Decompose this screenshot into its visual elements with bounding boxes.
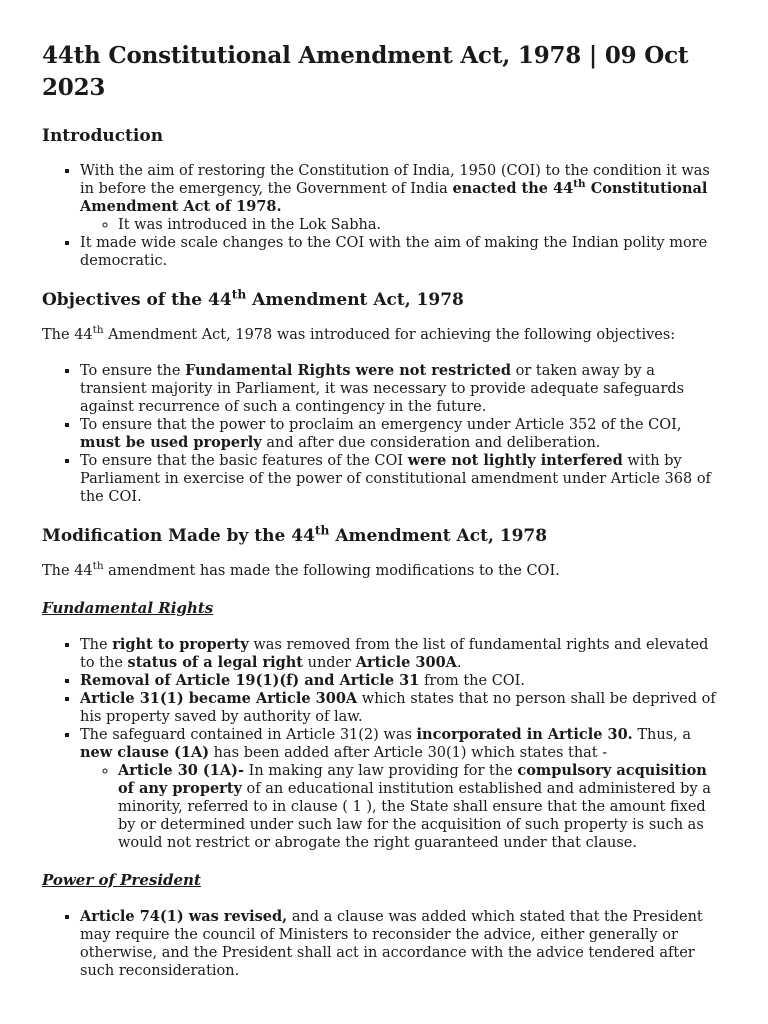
list-item: ▪ To ensure the Fundamental Rights were not restricted or taken away by a transient majority in Parliament, it was necessary to provide adequate safeguards against recurrence of such a contingency in the future. bbox=[80, 362, 726, 416]
list-item: ▪ It made wide scale changes to the COI with the aim of making the Indian polity more democratic. bbox=[80, 234, 726, 270]
list-item: ▪ To ensure that the power to proclaim an emergency under Article 352 of the COI, must be used properly and after due consideration and deliberation. bbox=[80, 416, 726, 452]
subheading-power-of-president: Power of President bbox=[42, 871, 201, 889]
section-heading-modification: Modification Made by the 44th Amendment Act, 1978 bbox=[42, 523, 548, 546]
fundamental-rights-list bbox=[42, 636, 726, 852]
power-of-president-list bbox=[42, 908, 726, 980]
list-item: ▪ With the aim of restoring the Constitution of India, 1950 (COI) to the condition it was in before the emergency, the Government of India enacted the 44th Constitutional Amendment Act of 1978. ◦ It was introduced in the Lok Sabha. bbox=[80, 162, 726, 234]
subheading-fundamental-rights: Fundamental Rights bbox=[42, 599, 214, 617]
list-item: ▪ Article 31(1) became Article 300A which states that no person shall be deprived of his property saved by authority of law. bbox=[80, 690, 726, 726]
sub-list-item: ◦ Article 30 (1A)- In making any law providing for the compulsory acquisition of any property of an educational institution established and administered by a minority, referred to in clause ( 1 ), the State shall ensure that the amount fixed by or determined under such law for the acquisition of such property is such as would not restrict or abrogate the right guaranteed under that clause. bbox=[118, 762, 726, 852]
sub-list-item: ◦ It was introduced in the Lok Sabha. bbox=[118, 216, 726, 234]
list-item: ▪ The safeguard contained in Article 31(2) was incorporated in Article 30. Thus, a new clause (1A) has been added after Article 30(1) which states that - ◦ Article 30 (1A)- In making any law providing for the compulsory acquisition of any property of an educational institution established and administered by a minority, referred to in clause ( 1 ), the State shall ensure that the amount fixed by or determined under such law for the acquisition of such property is such as would not restrict or abrogate the right guaranteed under that clause. bbox=[80, 726, 726, 852]
sub-list bbox=[80, 762, 726, 852]
section-heading-introduction: Introduction bbox=[42, 126, 164, 146]
modification-lead: The 44th amendment has made the following modifications to the COI. bbox=[42, 560, 560, 579]
section-heading-objectives: Objectives of the 44th Amendment Act, 1978 bbox=[42, 287, 464, 310]
introduction-list bbox=[42, 162, 726, 270]
list-item: ▪ Removal of Article 19(1)(f) and Article 31 from the COI. bbox=[80, 672, 726, 690]
list-item: ▪ To ensure that the basic features of the COI were not lightly interfered with by Parliament in exercise of the power of constitutional amendment under Article 368 of the COI. bbox=[80, 452, 726, 506]
list-item: ▪ The right to property was removed from the list of fundamental rights and elevated to the status of a legal right under Article 300A. bbox=[80, 636, 726, 672]
list-item: ▪ Article 74(1) was revised, and a clause was added which stated that the President may require the council of Ministers to reconsider the advice, either generally or otherwise, and the President shall act in accordance with the advice tendered after such reconsideration. bbox=[80, 908, 726, 980]
objectives-list bbox=[42, 362, 726, 506]
sub-list bbox=[80, 216, 726, 234]
page-title: 44th Constitutional Amendment Act, 1978 | 09 Oct 2023 bbox=[42, 42, 689, 101]
objectives-lead: The 44th Amendment Act, 1978 was introduced for achieving the following objectives: bbox=[42, 324, 676, 343]
